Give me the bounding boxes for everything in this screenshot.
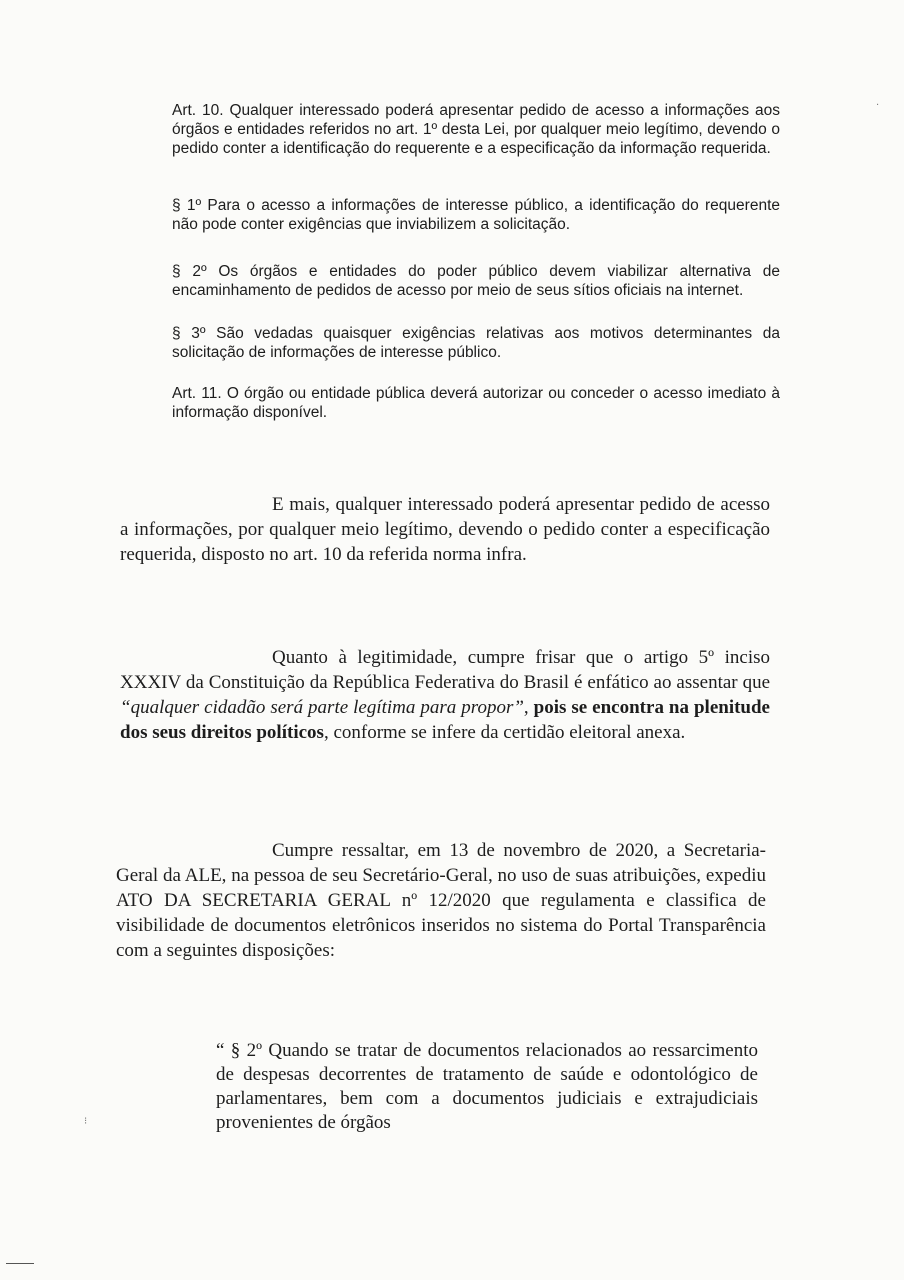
legitimidade-text-2: ,: [523, 697, 534, 718]
legitimidade-bold-text: pois se encontra na plenitude dos seus direitos políticos: [120, 697, 770, 743]
paragraph-legitimidade: [120, 645, 770, 745]
paragraph-ato-secretaria: Cumpre ressaltar, em 13 de novembro de 2020, a Secretaria- Geral da ALE, na pessoa de seu Secretário-Geral, no uso de suas atribuições, expediu ATO DA SECRETARIA GERAL nº 12/2020 que regulamenta e classifica de visibilidade de documentos eletrônicos inseridos no sistema do Portal Transparência com a seguintes disposições:: [116, 840, 766, 961]
legitimidade-text-1: Quanto à legitimidade, cumpre frisar que o artigo 5º inciso XXXIV da Constituição da República Federativa do Brasil é enfático ao assentar que: [120, 647, 770, 693]
scan-speck: ⁝: [84, 1116, 88, 1127]
quote-block: “ § 2º Quando se tratar de documentos relacionados ao ressarcimento de despesas decorrentes de tratamento de saúde e odontológico de parlamentares, bem com a documentos judiciais e extrajudiciais provenientes de órgãos: [216, 1040, 758, 1133]
law-paragraph-1: § 1º Para o acesso a informações de interesse público, a identificação do requerente não pode conter exigências que inviabilizem a solicitação.: [172, 197, 780, 233]
paragraph-e-mais: E mais, qualquer interessado poderá apresentar pedido de acesso a informações, por qualquer meio legítimo, devendo o pedido conter a especificação requerida, disposto no art. 10 da referida norma infra.: [120, 494, 770, 565]
legitimidade-text-3: , conforme se infere da certidão eleitoral anexa.: [323, 722, 686, 743]
law-article-10: Art. 10. Qualquer interessado poderá apresentar pedido de acesso a informações aos órgãos e entidades referidos no art. 1º desta Lei, por qualquer meio legítimo, devendo o pedido conter a identificação do requerente e a especificação da informação requerida.: [172, 102, 780, 157]
constitution-quote: “qualquer cidadão será parte legítima para propor”: [120, 697, 524, 718]
law-paragraph-3: § 3º São vedadas quaisquer exigências relativas aos motivos determinantes da solicitação de informações de interesse público.: [172, 325, 780, 361]
law-paragraph-2: § 2º Os órgãos e entidades do poder público devem viabilizar alternativa de encaminhamento de pedidos de acesso por meio de seus sítios oficiais na internet.: [172, 263, 780, 299]
scan-edge-line: [6, 1263, 34, 1264]
law-article-11: Art. 11. O órgão ou entidade pública deverá autorizar ou conceder o acesso imediato à informação disponível.: [172, 385, 780, 421]
scan-speck: ·: [876, 100, 880, 111]
